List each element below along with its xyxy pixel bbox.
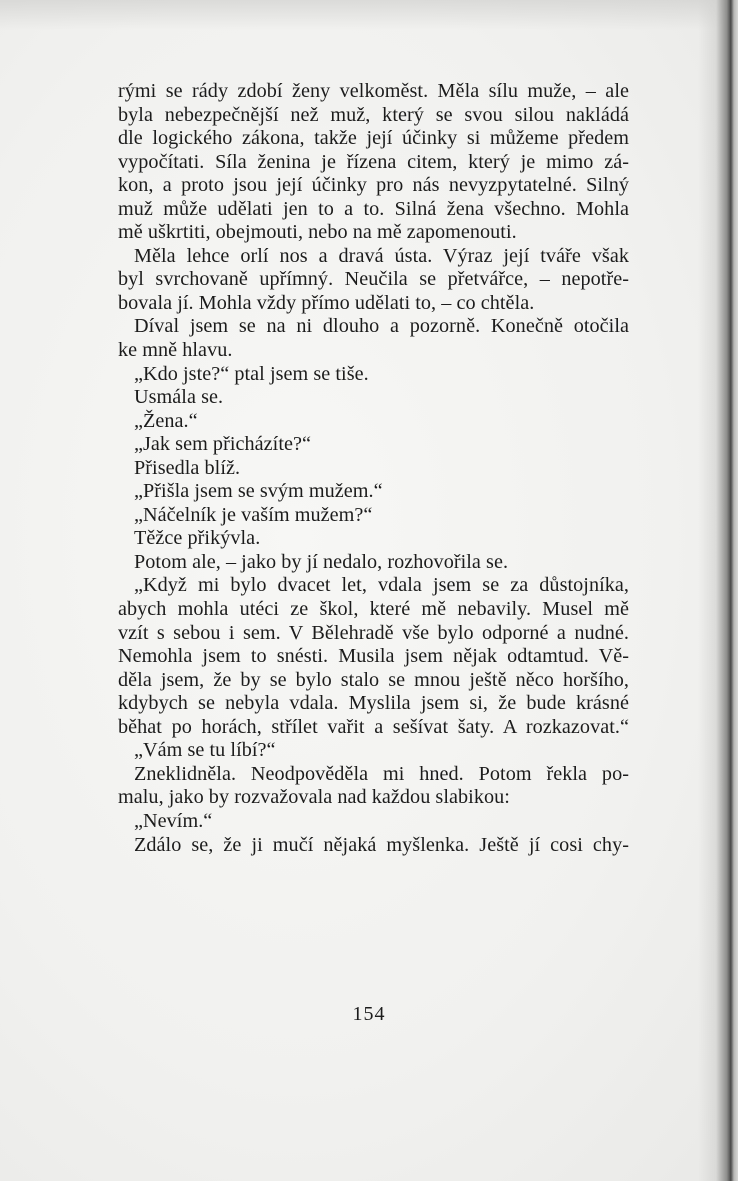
text-line: „Nevím.“ (134, 809, 213, 832)
text-line: malu, jako by rozvažovala nad každou slabikou: (118, 786, 510, 809)
page-body-text (118, 80, 629, 857)
text-line: „Když mi bylo dvacet let, vdala jsem se za důstojníka, (134, 574, 629, 597)
text-line: mě uškrtiti, obejmouti, nebo na mě zapomenouti. (118, 221, 517, 244)
text-line: Těžce přikývla. (134, 527, 261, 550)
text-line: bovala jí. Mohla vždy přímo udělati to, – co chtěla. (118, 291, 535, 314)
text-line: Potom ale, – jako by jí nedalo, rozhovořila se. (134, 550, 509, 573)
page-number: 154 (352, 1003, 386, 1025)
text-line: ke mně hlavu. (118, 339, 233, 362)
text-line: byla nebezpečnější než muž, který se svou silou nakládá (118, 103, 629, 126)
text-line: „Přišla jsem se svým mužem.“ (134, 480, 383, 503)
text-line: „Vám se tu líbí?“ (134, 739, 276, 762)
text-line: kdybych se nebyla vdala. Myslila jsem si, že bude krásné (118, 692, 629, 715)
text-line: „Kdo jste?“ ptal jsem se tiše. (134, 362, 369, 385)
text-line: vzít s sebou i sem. V Bělehradě vše bylo odporné a nudné. (118, 621, 629, 644)
text-line: vypočítati. Síla ženina je řízena citem, který je mimo zá- (118, 150, 629, 173)
text-line: „Náčelník je vaším mužem?“ (134, 503, 373, 526)
text-line: muž může udělati jen to a to. Silná žena všechno. Mohla (118, 197, 629, 220)
text-line: Nemohla jsem to snésti. Musila jsem nějak odtamtud. Vě- (118, 645, 629, 668)
text-line: Díval jsem se na ni dlouho a pozorně. Konečně otočila (134, 315, 629, 338)
text-line: abych mohla utéci ze škol, které mě nebavily. Musel mě (118, 598, 629, 621)
text-line: Zneklidněla. Neodpověděla mi hned. Potom řekla po- (134, 762, 629, 785)
text-line: rými se rády zdobí ženy velkoměst. Měla sílu muže, – ale (118, 80, 629, 102)
text-line: Usmála se. (134, 386, 224, 409)
text-line: děla jsem, že by se bylo stalo se mnou ještě něco horšího, (118, 668, 629, 691)
text-line: Přisedla blíž. (134, 456, 241, 479)
page-top-shadow (0, 0, 738, 30)
text-line: kon, a proto jsou její účinky pro nás nevyzpytatelné. Silný (118, 174, 629, 197)
text-line: byl svrchovaně upřímný. Neučila se přetvářce, – nepotře- (118, 268, 629, 291)
text-line: Zdálo se, že ji mučí nějaká myšlenka. Ještě jí cosi chy- (134, 833, 629, 856)
text-line: „Žena.“ (134, 409, 198, 432)
text-line: běhat po horách, střílet vařit a sešívat šaty. A rozkazovat.“ (118, 715, 629, 738)
text-line: dle logického zákona, takže její účinky si můžeme předem (118, 127, 629, 150)
text-line: „Jak sem přicházíte?“ (134, 433, 312, 456)
text-line: Měla lehce orlí nos a dravá ústa. Výraz její tváře však (134, 244, 629, 267)
